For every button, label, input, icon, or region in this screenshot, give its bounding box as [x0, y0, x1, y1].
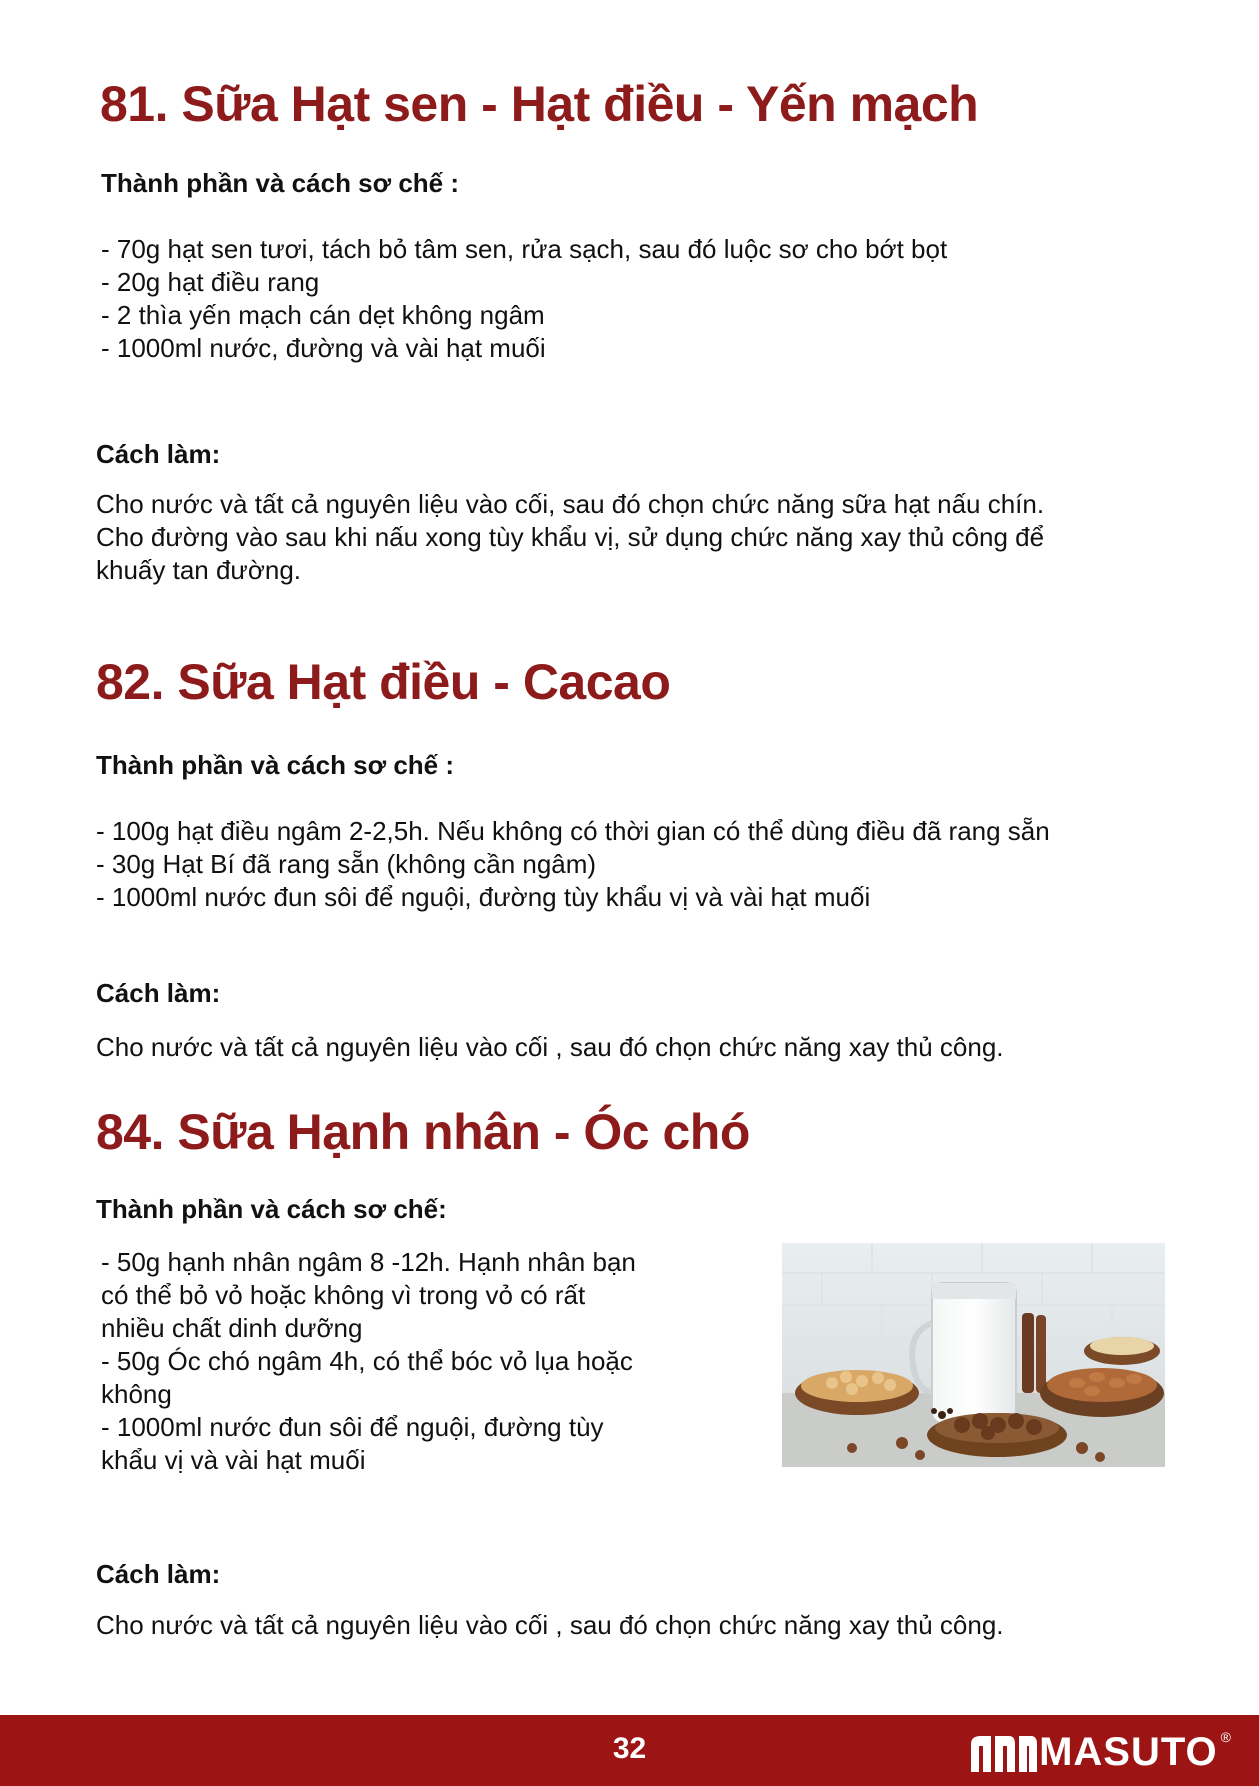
recipe-84-ingredients-heading: Thành phần và cách sơ chế: — [96, 1194, 447, 1224]
recipe-84-ingredients-list — [101, 1246, 636, 1477]
ingredient-item: - 70g hạt sen tươi, tách bỏ tâm sen, rửa sạch, sau đó luộc sơ cho bớt bọt — [101, 234, 948, 264]
ingredient-item: - 2 thìa yến mạch cán dẹt không ngâm — [101, 300, 545, 330]
method-line: Cho nước và tất cả nguyên liệu vào cối , sau đó chọn chức năng xay thủ công. — [96, 1032, 1004, 1062]
method-line: Cho nước và tất cả nguyên liệu vào cối, sau đó chọn chức năng sữa hạt nấu chín. — [96, 489, 1045, 519]
brand-logo-mark-icon — [969, 1734, 1039, 1774]
brand-name: MASUTO — [1039, 1730, 1218, 1774]
recipe-84-method-text — [96, 1609, 1004, 1642]
method-line: Cho đường vào sau khi nấu xong tùy khẩu vị, sử dụng chức năng xay thủ công để — [96, 522, 1045, 552]
recipe-81-title: 81. Sữa Hạt sen - Hạt điều - Yến mạch — [100, 76, 979, 132]
recipe-84-title: 84. Sữa Hạnh nhân - Óc chó — [96, 1104, 750, 1160]
ingredient-item: không — [101, 1379, 172, 1409]
almond-walnut-milk-photo — [782, 1243, 1165, 1467]
recipe-81-method-text — [96, 488, 1044, 587]
ingredient-item: - 20g hạt điều rang — [101, 267, 320, 297]
page-number: 32 — [612, 1732, 647, 1765]
ingredient-item: - 50g hạnh nhân ngâm 8 -12h. Hạnh nhân bạn — [101, 1247, 636, 1277]
ingredient-item: khẩu vị và vài hạt muối — [101, 1445, 366, 1475]
recipe-81-ingredients-list — [101, 233, 947, 365]
page-footer — [0, 1715, 1259, 1786]
recipe-82-method-heading: Cách làm: — [96, 978, 221, 1008]
recipe-84-method-heading: Cách làm: — [96, 1559, 221, 1589]
ingredient-item: - 30g Hạt Bí đã rang sẵn (không cần ngâm) — [96, 849, 597, 879]
ingredient-item: có thể bỏ vỏ hoặc không vì trong vỏ có rất — [101, 1280, 586, 1310]
ingredient-item: - 1000ml nước đun sôi để nguội, đường tùy — [101, 1412, 604, 1442]
method-line: khuấy tan đường. — [96, 555, 302, 585]
ingredient-item: nhiều chất dinh dưỡng — [101, 1313, 363, 1343]
ingredient-item: - 100g hạt điều ngâm 2-2,5h. Nếu không có thời gian có thể dùng điều đã rang sẵn — [96, 816, 1050, 846]
recipe-82-ingredients-heading: Thành phần và cách sơ chế : — [96, 750, 455, 780]
ingredient-item: - 50g Óc chó ngâm 4h, có thể bóc vỏ lụa hoặc — [101, 1346, 633, 1376]
recipe-82-ingredients-list — [96, 815, 1050, 914]
registered-mark: ® — [1220, 1729, 1231, 1745]
recipe-81-ingredients-heading: Thành phần và cách sơ chế : — [101, 168, 460, 198]
recipe-81-method-heading: Cách làm: — [96, 439, 221, 469]
ingredient-item: - 1000ml nước, đường và vài hạt muối — [101, 333, 546, 363]
ingredient-item: - 1000ml nước đun sôi để nguội, đường tùy khẩu vị và vài hạt muối — [96, 882, 871, 912]
recipe-82-title: 82. Sữa Hạt điều - Cacao — [96, 654, 671, 710]
recipe-82-method-text — [96, 1031, 1004, 1064]
brand-logo — [969, 1729, 1231, 1775]
method-line: Cho nước và tất cả nguyên liệu vào cối , sau đó chọn chức năng xay thủ công. — [96, 1610, 1004, 1640]
